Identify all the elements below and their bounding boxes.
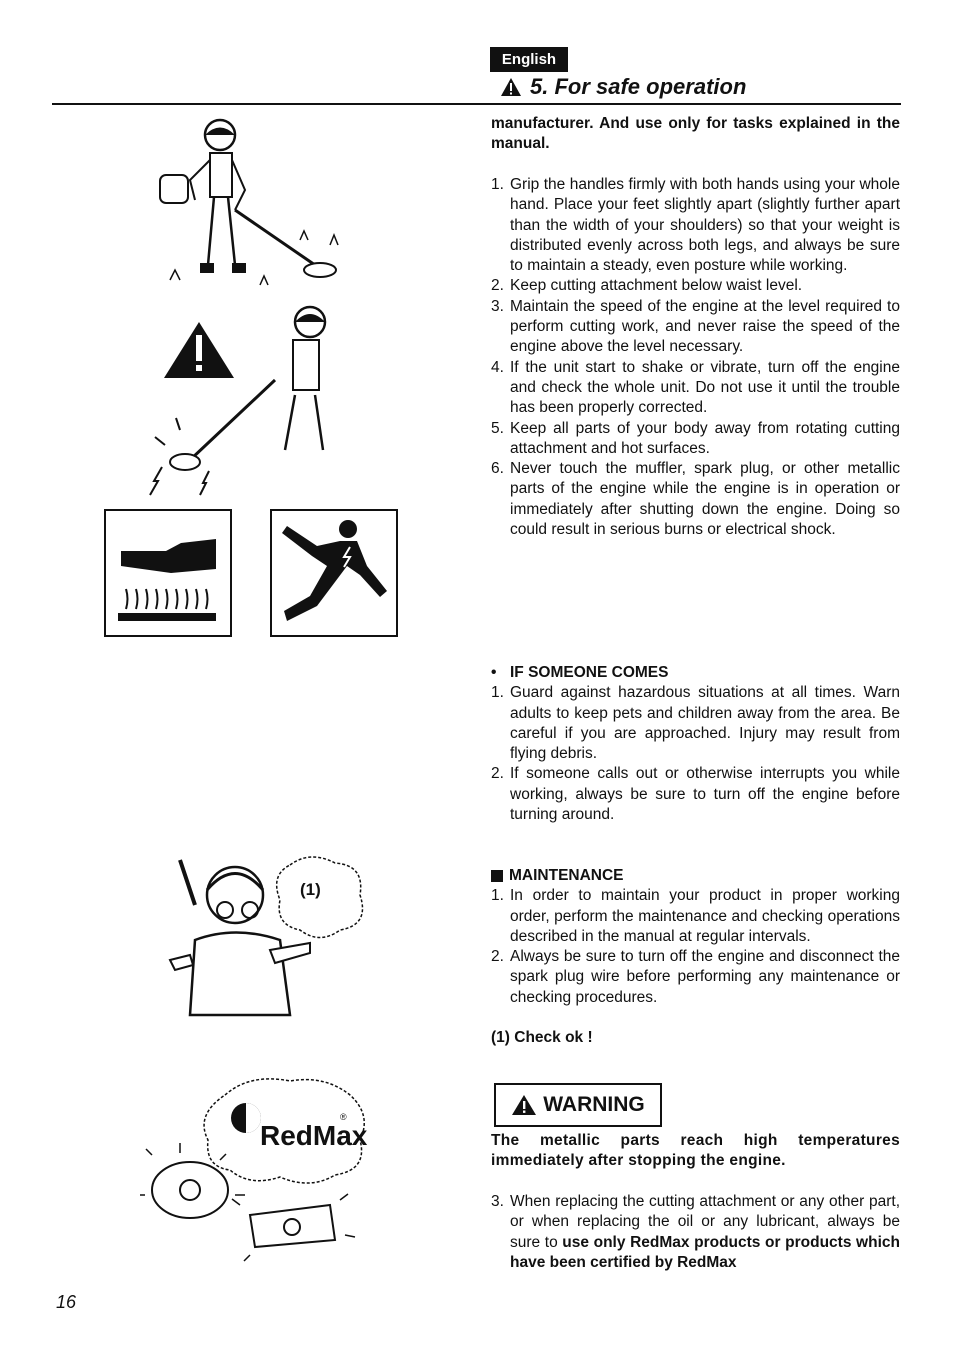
electric-shock-pictogram xyxy=(270,509,398,637)
list-item: 4. If the unit start to shake or vibrate, turn off the engine and check the whole unit. Do not use it until the trouble has been properly corrected. xyxy=(491,358,900,417)
electric-shock-icon xyxy=(272,511,396,635)
maintenance-heading: MAINTENANCE xyxy=(491,866,900,886)
trimmer-operator-illustration xyxy=(150,115,360,295)
redmax-parts-illustration xyxy=(140,1075,370,1265)
warning-text-block xyxy=(491,1131,900,1172)
list-item: 3. Maintain the speed of the engine at the level required to perform cutting work, and never raise the speed of the engine above the level necessary. xyxy=(491,297,900,356)
list-item: 1. Guard against hazardous situations at all times. Warn adults to keep pets and children away from the area. Be careful if you are approached. Injury may result from flying debris. xyxy=(491,684,900,763)
section-title xyxy=(500,74,746,100)
registered-mark: ® xyxy=(340,1112,347,1122)
language-tab: English xyxy=(490,47,568,72)
list-item: 1. In order to maintain your product in proper working order, perform the maintenance and checking operations described in the manual at regular intervals. xyxy=(491,887,900,945)
check-bubble-label: (1) xyxy=(300,880,321,899)
list-item: 1. Grip the handles firmly with both hands using your whole hand. Place your feet slightly apart (slightly further apart than the width of your shoulders) so that your weight is distributed evenly across both legs, and always be sure to maintain a steady, even posture while working. xyxy=(491,176,900,275)
mechanic-check-illustration xyxy=(160,855,370,1020)
list-item: 3. When replacing the cutting attachment or any other part, or when replacing the oil or any lubricant, always be sure to use only RedMax products or products which have been certified by RedMax xyxy=(491,1193,900,1271)
someone-comes-heading: • IF SOMEONE COMES xyxy=(491,664,669,681)
warning-label: WARNING xyxy=(543,1093,645,1116)
list-item: 5. Keep all parts of your body away from rotating cutting attachment and hot surfaces. xyxy=(491,419,900,457)
hot-surface-pictogram xyxy=(104,509,232,637)
list-item: 2. If someone calls out or otherwise interrupts you while working, always be sure to turn off the engine before turning around. xyxy=(491,765,900,824)
list-item: 2. Always be sure to turn off the engine and disconnect the spark plug wire before performing any maintenance or checking procedures. xyxy=(491,948,900,1006)
warning-box xyxy=(494,1083,662,1127)
check-note: (1) Check ok ! xyxy=(491,1029,593,1047)
list-item: 2. Keep cutting attachment below waist level. xyxy=(491,277,803,295)
intro-text: manufacturer. And use only for tasks explained in the manual. xyxy=(491,115,900,153)
section-title-text: 5. For safe operation xyxy=(530,74,747,99)
hot-surface-hand-icon xyxy=(106,511,230,635)
list-item: 6. Never touch the muffler, spark plug, or other metallic parts of the engine while the engine is in operation or immediately after shutting down the engine. Doing so could result in serious burns or electrical shock. xyxy=(491,460,900,539)
warning-triangle-icon xyxy=(511,1094,537,1116)
header-rule xyxy=(52,103,901,105)
square-bullet-icon xyxy=(491,870,503,882)
warning-text: The metallic parts reach high temperatures immediately after stopping the engine. xyxy=(491,1132,900,1170)
redmax-logo-text: RedMax xyxy=(260,1120,368,1151)
page-number: 16 xyxy=(56,1292,77,1312)
operation-list xyxy=(491,175,900,540)
intro-block xyxy=(491,114,900,155)
item3-block xyxy=(491,1192,900,1273)
maintenance-section xyxy=(491,866,900,1048)
trimmer-sparks-illustration xyxy=(145,300,355,500)
warning-triangle-icon xyxy=(500,77,522,97)
someone-comes-section xyxy=(491,663,900,825)
